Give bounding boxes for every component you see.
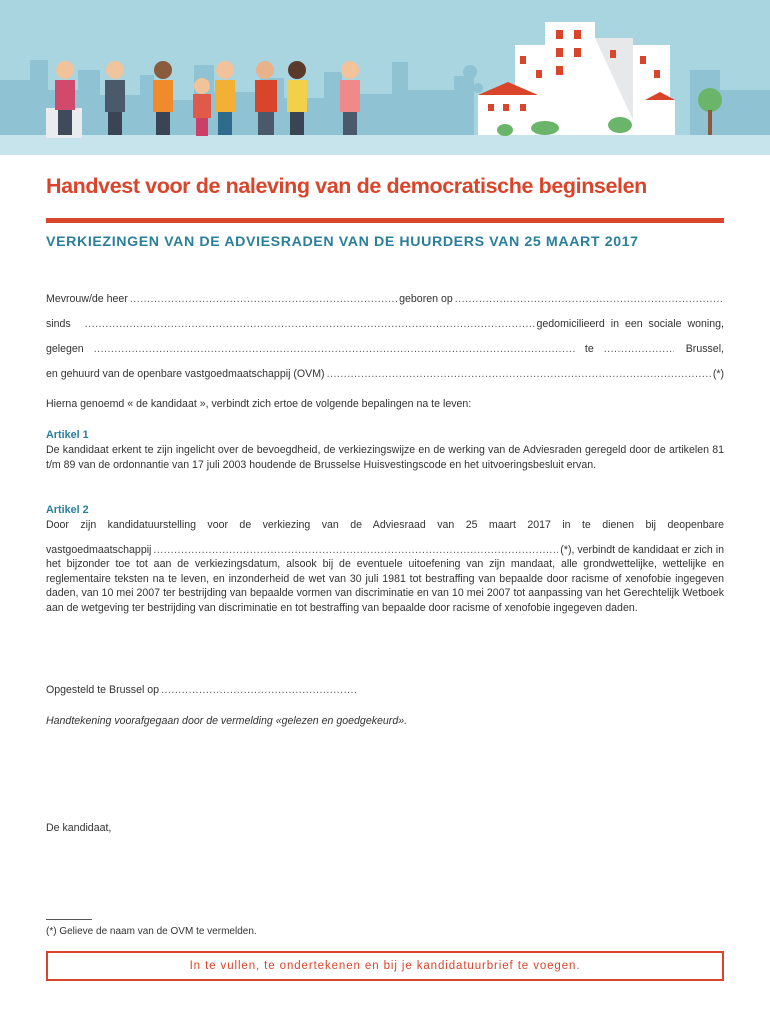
- notice-text: In te vullen, te ondertekenen en bij je kandidatuurbrief te voegen.: [189, 960, 581, 972]
- address-field[interactable]: [94, 342, 575, 356]
- candidate-label: De kandidaat,: [46, 822, 112, 834]
- label-verbindt: (*), verbindt de kandidaat er zich in: [560, 544, 724, 556]
- label-ovm: en gehuurd van de openbare vastgoedmaatschappij (OVM): [46, 368, 325, 380]
- title-underline: [46, 218, 724, 223]
- footnote: (*) Gelieve de naam van de OVM te vermelden.: [46, 926, 257, 937]
- label-domiciled: gedomicilieerd in een sociale woning,: [536, 318, 724, 330]
- drawn-up-line: [46, 683, 724, 697]
- form-line-address: [46, 342, 724, 356]
- article1-heading: Artikel 1: [46, 429, 89, 441]
- label-drawn-up: Opgesteld te Brussel op: [46, 684, 160, 696]
- form-line-ovm: [46, 367, 724, 381]
- vastgoed-field[interactable]: [153, 543, 558, 557]
- document-subtitle: VERKIEZINGEN VAN DE ADVIESRADEN VAN DE HUURDERS VAN 25 MAART 2017: [46, 234, 639, 250]
- signature-note: Handtekening voorafgegaan door de vermelding «gelezen en goedgekeurd».: [46, 715, 408, 727]
- article2-line2: [46, 543, 724, 557]
- article1-text: De kandidaat erkent te zijn ingelicht over de bevoegdheid, de verkiezingswijze en de werking van de Adviesraden geregeld door de artikelen 81 t/m 89 van de ordonnantie van 17 juli 2003 houdende de Brusselse Huisvestingscode en het uitvoeringsbesluit ervan.: [46, 444, 724, 471]
- municipality-field[interactable]: [604, 342, 674, 356]
- notice-box: [46, 951, 724, 981]
- form-line-since: [46, 317, 724, 331]
- article2-text: het bijzonder toe tot aan de verkiezingsdatum, alsook bij de eventuele uitoefening van zijn mandaat, alle grondwettelijke, wettelijke en reglementaire teksten na te leven, en inzonderheid de wet van 30 juli 1981 tot bestraffing van bepaalde door racisme of xenofobie ingegeven daden, van 10 mei 2007 ter bestrijding van bepaalde vormen van discriminatie en van 10 mei 2007 tot aanpassing van het Gerechtelijk Wetboek aan de wetgeving ter bestrijding van discriminatie en tot bestraffing van bepaalde door racisme of xenofobie ingegeven daden.: [46, 558, 724, 614]
- label-since: sinds: [46, 318, 71, 330]
- footnote-divider: [46, 919, 92, 920]
- name-field[interactable]: [130, 292, 397, 306]
- label-brussels: Brussel,: [685, 343, 724, 355]
- header-illustration: [0, 0, 770, 155]
- ovm-field[interactable]: [327, 367, 711, 381]
- form-line-name: [46, 292, 724, 306]
- label-in: te: [584, 343, 594, 355]
- date-field[interactable]: [161, 683, 357, 697]
- since-field[interactable]: [85, 317, 535, 331]
- document-title: Handvest voor de naleving van de democratische beginselen: [46, 174, 647, 198]
- intro-text: Hierna genoemd « de kandidaat », verbindt zich ertoe de volgende bepalingen na te leven:: [46, 398, 472, 410]
- birthdate-field[interactable]: [455, 292, 722, 306]
- label-vastgoed: vastgoedmaatschappij: [46, 544, 152, 556]
- article2-heading: Artikel 2: [46, 504, 89, 516]
- article2-line1: Door zijn kandidatuurstelling voor de verkiezing van de Adviesraad van 25 maart 2017 in te dienen bij deopenbare: [46, 519, 724, 531]
- label-name: Mevrouw/de heer: [46, 293, 128, 305]
- label-born: geboren op: [399, 293, 453, 305]
- label-located: gelegen: [46, 343, 84, 355]
- label-asterisk: (*): [712, 368, 724, 380]
